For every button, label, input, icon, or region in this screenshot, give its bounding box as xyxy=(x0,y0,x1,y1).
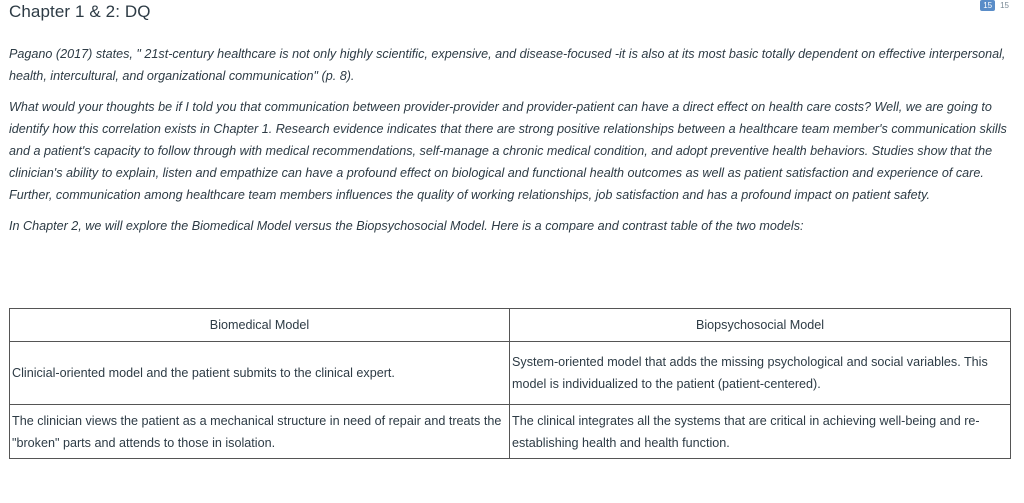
table-header-row xyxy=(10,309,1011,342)
table-cell: Clinicial-oriented model and the patient submits to the clinical expert. xyxy=(10,342,510,405)
page-title: Chapter 1 & 2: DQ xyxy=(9,2,151,21)
table-row xyxy=(10,342,1011,405)
table-cell: The clinical integrates all the systems that are critical in achieving well-being and re-establishing health and health function. xyxy=(510,405,1011,459)
chapter-1-paragraph: What would your thoughts be if I told you that communication between provider-provider and provider-patient can have a direct effect on health care costs? Well, we are going to identify how this correlation exists in Chapter 1. Research evidence indicates that there are strong positive relationships between a healthcare team member's communication skills and a patient's capacity to follow through with medical recommendations, self-manage a chronic medical condition, and adopt preventive health behaviors. Studies show that the clinician's ability to explain, listen and empathize can have a profound effect on biological and functional health outcomes as well as patient satisfaction and experience of care. Further, communication among healthcare team members influences the quality of working relationships, job satisfaction and has a profound impact on patient safety. xyxy=(9,100,1007,202)
table-row xyxy=(10,405,1011,459)
chapter-2-paragraph: In Chapter 2, we will explore the Biomedical Model versus the Biopsychosocial Model. Here is a compare and contrast table of the two models: xyxy=(9,219,804,233)
compare-contrast-table xyxy=(9,308,1011,459)
table-cell: System-oriented model that adds the missing psychological and social variables. This model is individualized to the patient (patient-centered). xyxy=(510,342,1011,405)
page-badges xyxy=(980,0,1012,11)
header-biomedical-model: Biomedical Model xyxy=(10,309,510,342)
count-badge-secondary: 15 xyxy=(997,0,1012,11)
table-cell: The clinician views the patient as a mechanical structure in need of repair and treats the "broken" parts and attends to those in isolation. xyxy=(10,405,510,459)
header-biopsychosocial-model: Biopsychosocial Model xyxy=(510,309,1011,342)
count-badge: 15 xyxy=(980,0,995,11)
intro-quote-paragraph: Pagano (2017) states, " 21st-century healthcare is not only highly scientific, expensive, and disease-focused -it is also at its most basic totally dependent on effective interpersonal, health, intercultural, and organizational communication" (p. 8). xyxy=(9,47,1006,83)
discussion-body xyxy=(9,43,1011,246)
